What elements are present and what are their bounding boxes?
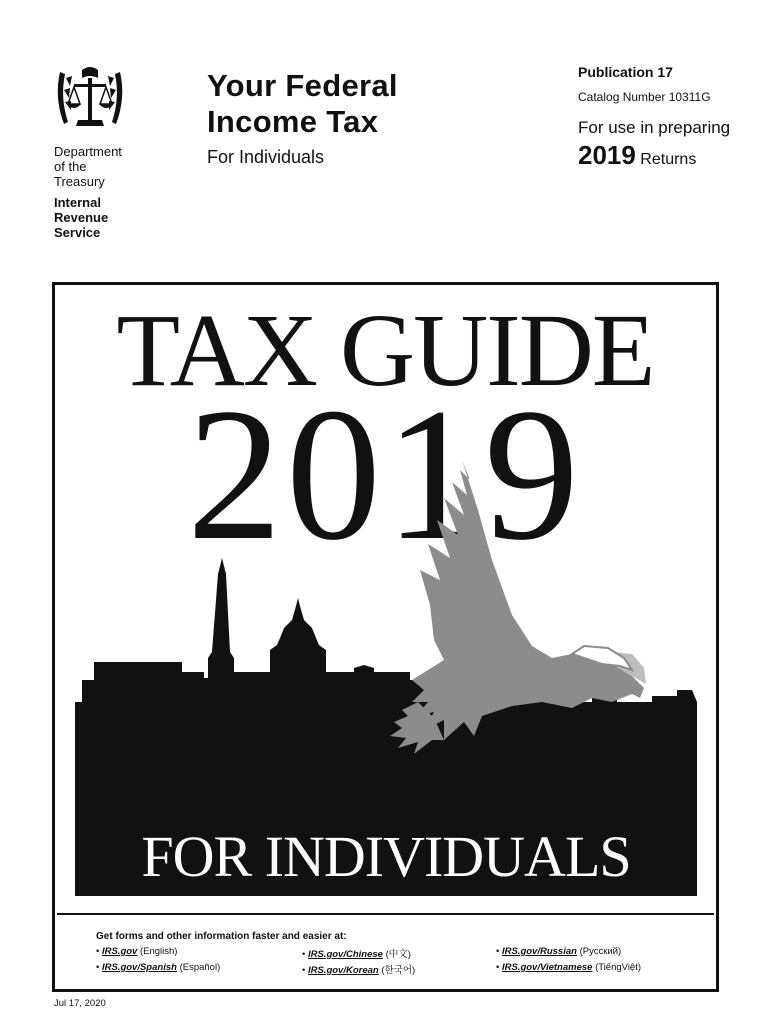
publication-number: Publication 17: [578, 64, 673, 80]
document-subtitle: For Individuals: [207, 147, 325, 167]
internal-revenue-service: [54, 195, 108, 240]
irs-line: Service: [54, 225, 101, 240]
link-language: (Русский): [579, 946, 622, 957]
dept-line: Department: [54, 144, 122, 159]
bullet: •: [496, 946, 500, 957]
get-forms-text: Get forms and other information faster and easier at:: [96, 931, 347, 942]
irs-gov-korean-link[interactable]: IRS.gov/Korean: [307, 965, 379, 976]
bullet: •: [96, 962, 100, 973]
revision-date: Jul 17, 2020: [54, 998, 106, 1009]
link-language: (한국어): [381, 965, 416, 976]
title-line: Your Federal: [207, 68, 398, 103]
divider: [57, 913, 714, 915]
irs-gov-link[interactable]: IRS.gov: [101, 946, 138, 957]
irs-gov-vietnamese-link[interactable]: IRS.gov/Vietnamese: [501, 962, 593, 973]
tax-guide-heading: TAX GUIDE: [116, 293, 654, 408]
irs-logo-icon: [52, 64, 128, 132]
washington-skyline-eagle-illustration: [72, 440, 712, 830]
tax-year: 2019: [578, 140, 636, 170]
department-of-treasury: [54, 144, 122, 189]
bullet: •: [302, 949, 306, 960]
use-for-text: For use in preparing: [578, 118, 731, 137]
title-line: Income Tax: [207, 104, 379, 139]
returns-label: Returns: [640, 151, 697, 168]
irs-gov-spanish-link[interactable]: IRS.gov/Spanish: [101, 962, 177, 973]
bullet: •: [496, 962, 500, 973]
link-item-russian: [496, 946, 621, 957]
irs-line: Revenue: [54, 210, 109, 225]
bullet: •: [96, 946, 100, 957]
for-individuals-heading: FOR INDIVIDUALS: [141, 824, 631, 889]
document-title: [207, 68, 398, 140]
dept-line: Treasury: [54, 174, 105, 189]
link-language: (Español): [179, 962, 221, 973]
dept-line: of the: [54, 159, 87, 174]
link-item-spanish: [96, 962, 220, 973]
cover-year: 2019: [187, 370, 583, 580]
link-language: (中文): [385, 949, 411, 960]
irs-gov-russian-link[interactable]: IRS.gov/Russian: [501, 946, 577, 957]
tax-year-line: [578, 140, 696, 171]
link-item-english: [96, 946, 177, 957]
irs-gov-chinese-link[interactable]: IRS.gov/Chinese: [307, 949, 383, 960]
link-item-korean: [302, 962, 415, 976]
bullet: •: [302, 965, 306, 976]
catalog-number: Catalog Number 10311G: [578, 90, 711, 104]
link-item-vietnamese: [496, 962, 641, 973]
link-item-chinese: [302, 946, 411, 960]
link-language: (English): [139, 946, 178, 957]
irs-line: Internal: [54, 195, 101, 210]
link-language: (TiếngViệt): [595, 962, 642, 973]
